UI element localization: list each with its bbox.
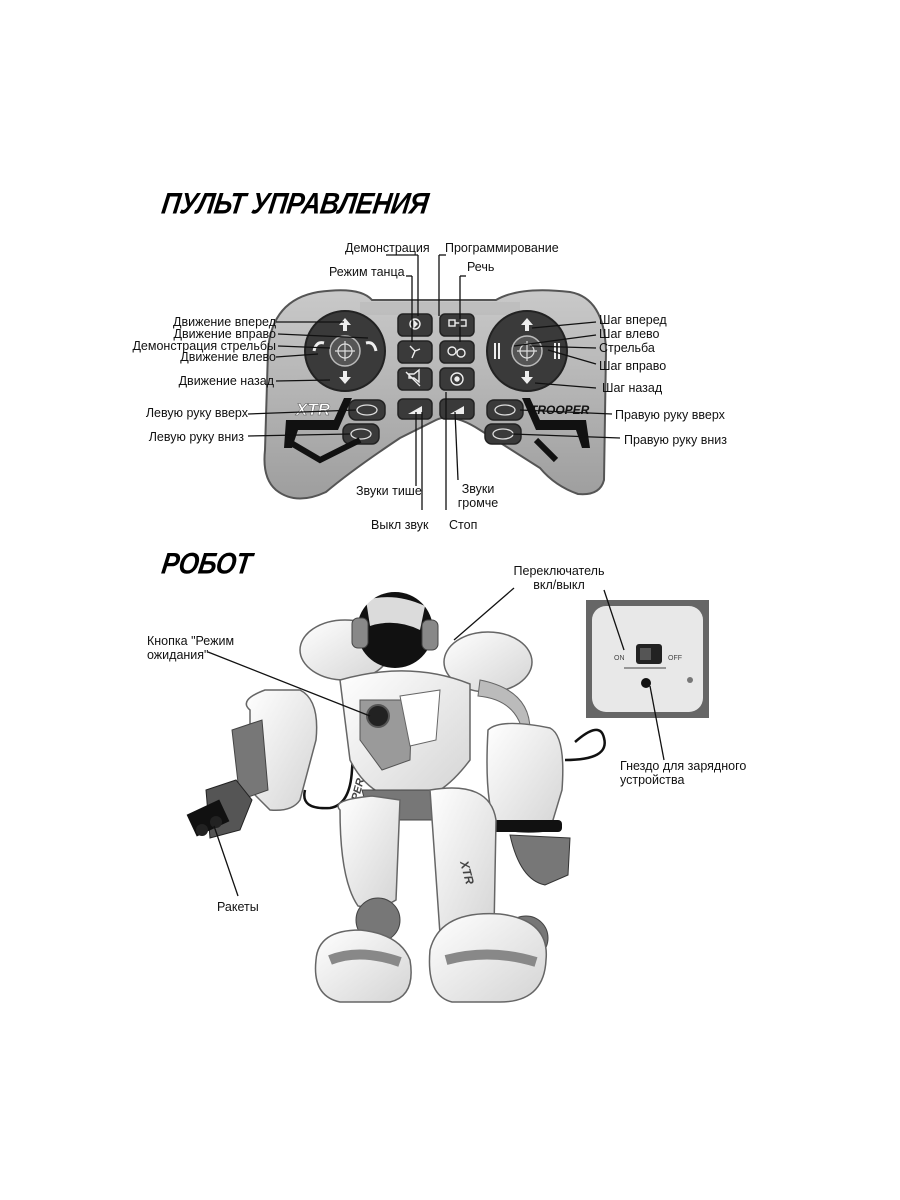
label-step-left: Шаг влево bbox=[599, 327, 660, 341]
label-programming: Программирование bbox=[445, 241, 559, 255]
label-step-back: Шаг назад bbox=[602, 381, 663, 395]
label-move-right: Движение вправо bbox=[173, 327, 276, 341]
label-charging-socket bbox=[620, 759, 746, 787]
left-dpad bbox=[305, 311, 385, 391]
label-shoot: Стрельба bbox=[599, 341, 655, 355]
label-left-arm-up: Левую руку вверх bbox=[145, 406, 248, 420]
label-volume-down: Звуки тише bbox=[356, 484, 422, 498]
label-charging-line1: Гнездо для зарядного bbox=[620, 759, 747, 773]
remote-section-title: ПУЛЬТ УПРАВЛЕНИЯ bbox=[159, 185, 431, 221]
switch-inset bbox=[586, 600, 709, 718]
label-step-right: Шаг вправо bbox=[599, 359, 667, 373]
label-charging-line2: устройства bbox=[620, 773, 685, 787]
remote-brand-right: TROOPER bbox=[530, 403, 590, 417]
label-speech: Речь bbox=[467, 260, 495, 274]
label-right-arm-down: Правую руку вниз bbox=[624, 433, 728, 447]
label-stop: Стоп bbox=[449, 518, 478, 532]
label-volume-up-line1: Звуки bbox=[461, 482, 495, 496]
label-move-left: Движение влево bbox=[180, 350, 276, 364]
label-dance-mode: Режим танца bbox=[329, 265, 405, 279]
label-right-arm-up: Правую руку вверх bbox=[615, 408, 725, 422]
remote-brand-left: XTR bbox=[296, 400, 330, 419]
label-power-switch-line2: вкл/выкл bbox=[533, 578, 585, 592]
right-dpad bbox=[487, 311, 567, 391]
switch-off-label: OFF bbox=[668, 655, 682, 662]
label-standby-line1: Кнопка "Режим bbox=[147, 634, 235, 648]
label-standby-line2: ожидания" bbox=[147, 648, 209, 662]
label-shooting-demo: Демонстрация стрельбы bbox=[132, 339, 276, 353]
robot-section-title: РОБОТ bbox=[159, 545, 254, 581]
label-move-forward: Движение вперед bbox=[173, 315, 276, 329]
label-power-switch bbox=[509, 564, 609, 592]
robot-illustration bbox=[187, 592, 605, 1002]
label-move-back: Движение назад bbox=[178, 374, 274, 388]
label-left-arm-down: Левую руку вниз bbox=[148, 430, 244, 444]
robot-brand-leg: XTR bbox=[457, 859, 477, 886]
switch-on-label: ON bbox=[614, 655, 625, 662]
label-standby-button bbox=[147, 634, 234, 662]
label-rockets: Ракеты bbox=[217, 900, 259, 914]
label-power-switch-line1: Переключатель bbox=[513, 564, 605, 578]
label-step-forward: Шаг вперед bbox=[599, 313, 667, 327]
label-demo: Демонстрация bbox=[345, 241, 430, 255]
label-mute: Выкл звук bbox=[371, 518, 429, 532]
label-volume-up bbox=[456, 482, 500, 510]
label-volume-up-line2: громче bbox=[457, 496, 499, 510]
